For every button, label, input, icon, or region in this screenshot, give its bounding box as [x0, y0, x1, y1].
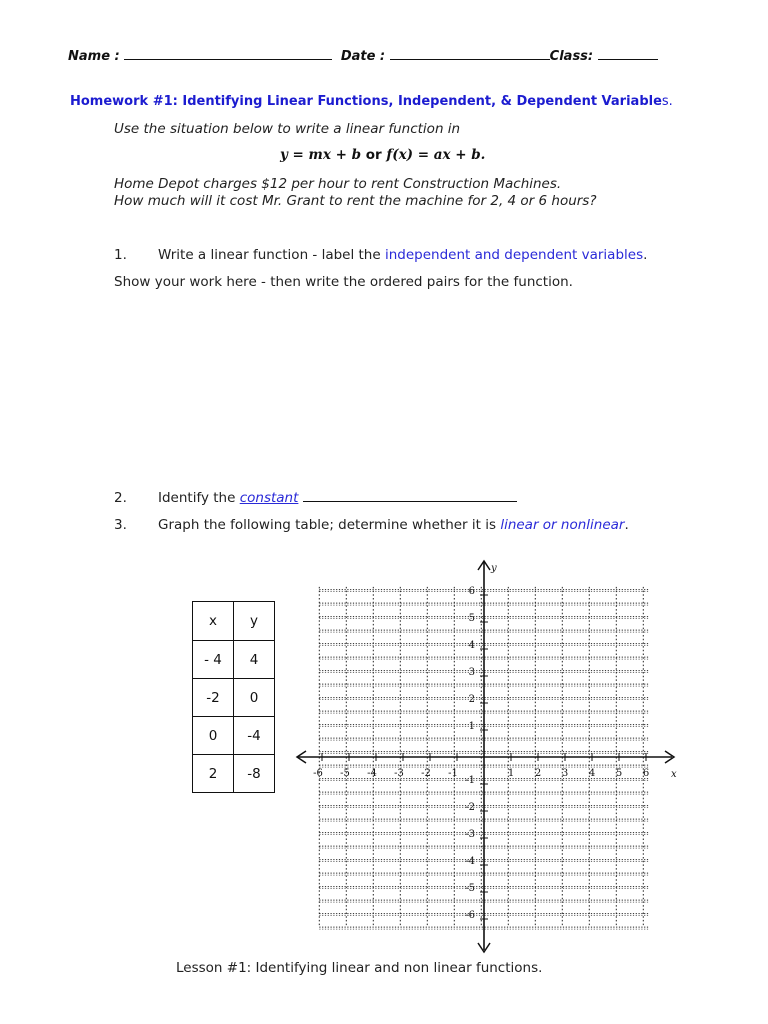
y-tick-label: -2 [465, 802, 475, 813]
x-tick-label: -4 [367, 768, 377, 779]
name-label: Name : [68, 49, 120, 64]
y-tick-label: -4 [465, 856, 475, 867]
question-1-highlight: independent and dependent variables [384, 247, 644, 263]
x-tick-label: 6 [642, 768, 650, 779]
lesson-footer: Lesson #1: Identifying linear and non linear functions. [176, 960, 543, 976]
y-tick-label: 1 [468, 721, 475, 732]
date-label: Date : [340, 49, 386, 64]
table-row [193, 755, 275, 793]
x-tick-label: -1 [448, 768, 458, 779]
x-tick-label: -5 [340, 768, 350, 779]
question-3-highlight: linear or nonlinear [500, 517, 625, 533]
name-field[interactable] [124, 47, 332, 60]
x-tick-label: -3 [394, 768, 404, 779]
y-tick-label: 4 [468, 640, 475, 651]
formula-slope-intercept: y = mx + b [280, 147, 362, 163]
question-3 [114, 517, 629, 533]
x-tick-label: 3 [561, 768, 569, 779]
question-3-number: 3. [114, 517, 127, 533]
table-row [193, 679, 275, 717]
table-cell-x: 2 [193, 755, 234, 793]
question-1-text: Write a linear function - label the [158, 247, 385, 263]
formula [280, 147, 485, 163]
table-cell-x: - 4 [193, 641, 234, 679]
question-3-end: . [624, 517, 629, 533]
question-2 [114, 490, 517, 506]
class-label: Class: [549, 49, 594, 64]
table-row [193, 717, 275, 755]
title-tail: s. [661, 94, 673, 109]
x-tick-label: 4 [588, 768, 596, 779]
x-tick-label: 5 [615, 768, 623, 779]
question-1-end: . [643, 247, 648, 263]
y-tick-label: -5 [465, 883, 475, 894]
intro-line: Use the situation below to write a linear function in [114, 121, 461, 137]
table-cell-y: 0 [234, 679, 275, 717]
y-tick-label: 2 [468, 694, 475, 705]
x-tick-label: 2 [534, 768, 542, 779]
question-3-text: Graph the following table; determine whether it is [158, 517, 501, 533]
question-1-followup: Show your work here - then write the ordered pairs for the function. [114, 274, 573, 290]
question-1-number: 1. [114, 247, 127, 263]
y-tick-label: 5 [468, 613, 475, 624]
table-header-y: y [234, 602, 275, 641]
y-tick-label: -1 [465, 775, 475, 786]
question-2-number: 2. [114, 490, 127, 506]
coordinate-grid[interactable] [290, 555, 690, 955]
table-cell-x: -2 [193, 679, 234, 717]
y-axis-label: y [491, 563, 497, 574]
table-cell-y: 4 [234, 641, 275, 679]
y-tick-label: 3 [468, 667, 475, 678]
date-field[interactable] [390, 47, 550, 60]
header-line [68, 47, 662, 64]
x-tick-label: -2 [421, 768, 431, 779]
table-cell-y: -8 [234, 755, 275, 793]
x-tick-label: 1 [507, 768, 515, 779]
xy-table [192, 601, 275, 793]
table-header-x: x [193, 602, 234, 641]
table-header-row [193, 602, 275, 641]
table-row [193, 641, 275, 679]
question-1 [114, 247, 647, 263]
y-tick-label: -6 [465, 910, 475, 921]
question-2-text: Identify the [158, 490, 240, 506]
table-cell-y: -4 [234, 717, 275, 755]
class-field[interactable] [598, 47, 658, 60]
formula-function-notation: f(x) = ax + b. [386, 147, 486, 163]
title-main: Homework #1: Identifying Linear Functions, Independent, & Dependent Variable [70, 94, 662, 109]
situation-line-2: How much will it cost Mr. Grant to rent the machine for 2, 4 or 6 hours? [114, 193, 597, 209]
constant-answer-blank[interactable] [303, 490, 517, 502]
homework-title [70, 94, 673, 109]
table-cell-x: 0 [193, 717, 234, 755]
x-tick-label: -6 [313, 768, 323, 779]
x-axis-label: x [671, 769, 677, 780]
situation-line-1: Home Depot charges $12 per hour to rent Construction Machines. [114, 176, 562, 192]
y-tick-label: 6 [468, 586, 475, 597]
constant-link[interactable]: constant [239, 490, 299, 506]
y-tick-label: -3 [465, 829, 475, 840]
formula-or: or [361, 147, 387, 163]
